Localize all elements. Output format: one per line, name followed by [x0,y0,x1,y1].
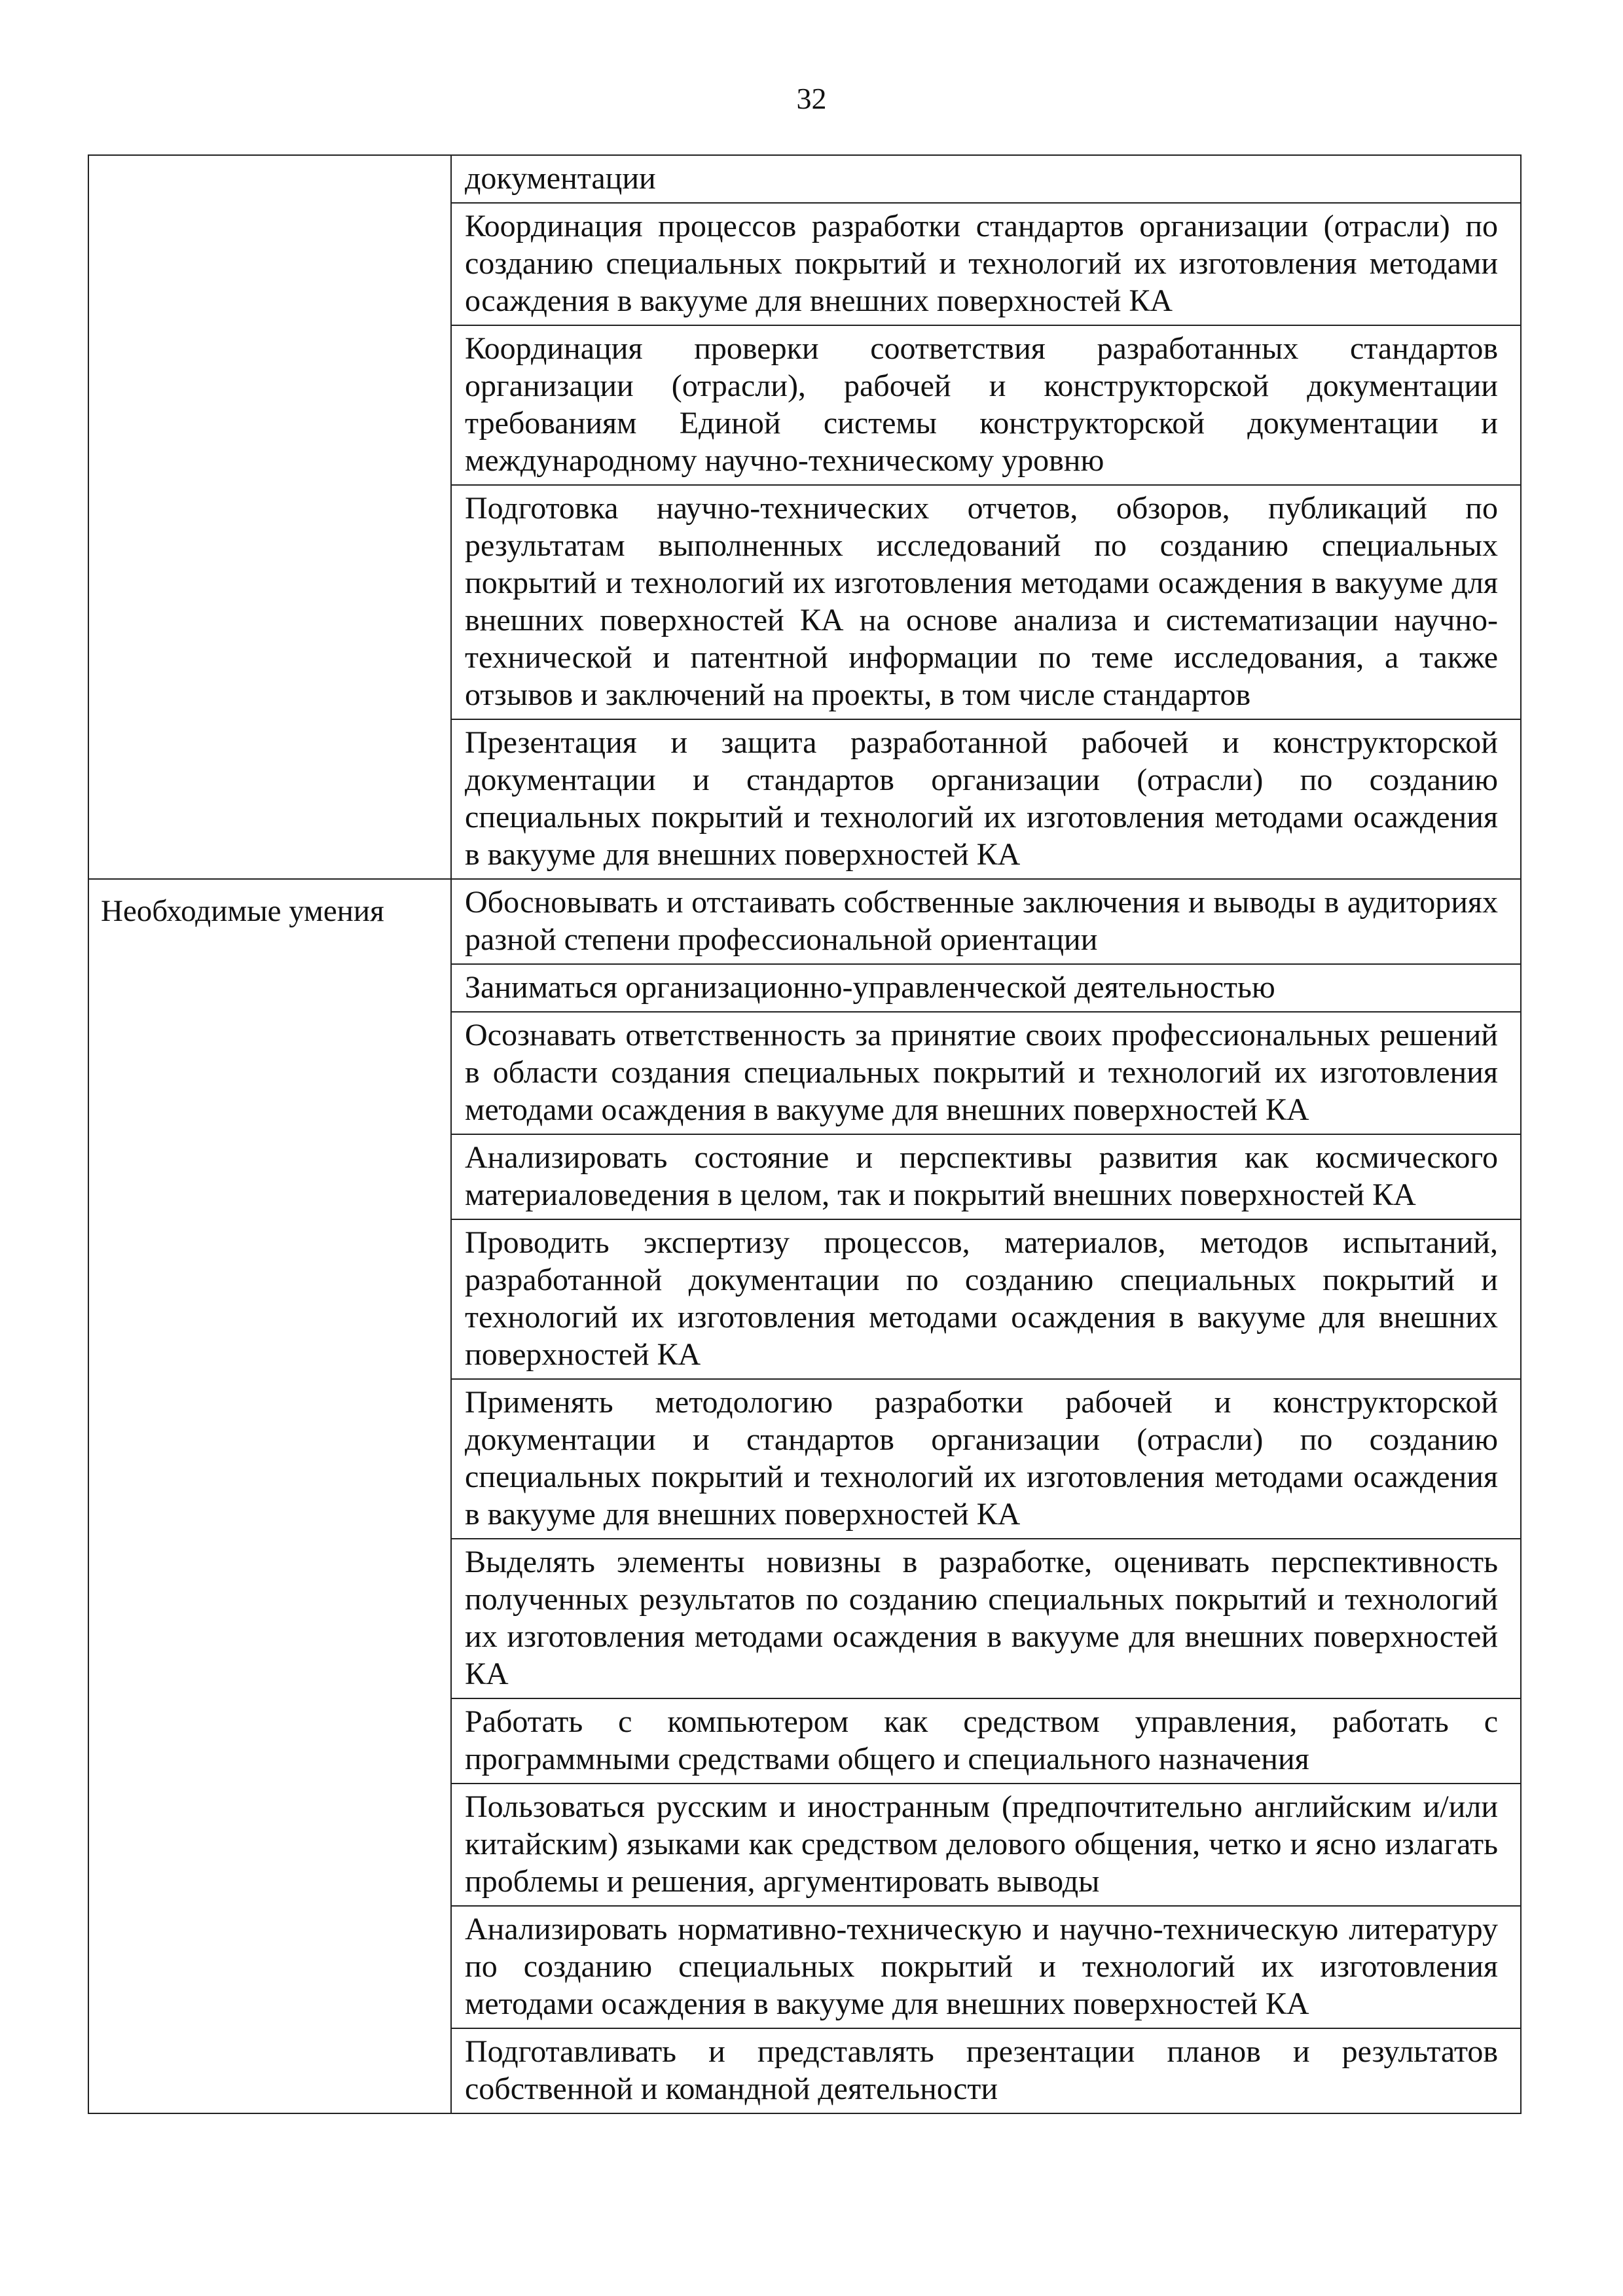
table-cell-item: Анализировать состояние и перспективы развития как космического материаловедения в целом, так и покрытий внешних поверхностей КА [451,1134,1521,1219]
table-body [88,155,1521,2113]
section-label-cell: Необходимые умения [88,879,451,2113]
table-row [88,155,1521,203]
table-cell-item: Осознавать ответственность за принятие своих профессиональных решений в области создания специальных покрытий и технологий их изготовления методами осаждения в вакууме для внешних поверхностей КА [451,1012,1521,1134]
table-cell-item: Применять методологию разработки рабочей и конструкторской документации и стандартов организации (отрасли) по созданию специальных покрытий и технологий их изготовления методами осаждения в вакууме для внешних поверхностей КА [451,1379,1521,1539]
table-cell-item: Выделять элементы новизны в разработке, оценивать перспективность полученных результатов по созданию специальных покрытий и технологий их изготовления методами осаждения в вакууме для внешних поверхностей КА [451,1539,1521,1698]
table-cell-item: Обосновывать и отстаивать собственные заключения и выводы в аудиториях разной степени профессиональной ориентации [451,879,1521,964]
table-cell-item: Координация процессов разработки стандартов организации (отрасли) по созданию специальных покрытий и технологий их изготовления методами осаждения в вакууме для внешних поверхностей КА [451,203,1521,325]
section-label-cell [88,155,451,879]
table-row [88,879,1521,964]
table-cell-item: Работать с компьютером как средством управления, работать с программными средствами общего и специального назначения [451,1698,1521,1784]
table-cell-item: Заниматься организационно-управленческой деятельностью [451,964,1521,1012]
table-cell-item: Анализировать нормативно-техническую и научно-техническую литературу по созданию специальных покрытий и технологий их изготовления методами осаждения в вакууме для внешних поверхностей КА [451,1906,1521,2028]
table-cell-item: Пользоваться русским и иностранным (предпочтительно английским и/или китайским) языками как средством делового общения, четко и ясно излагать проблемы и решения, аргументировать выводы [451,1784,1521,1906]
table-cell-item: Проводить экспертизу процессов, материалов, методов испытаний, разработанной документации по созданию специальных покрытий и технологий их изготовления методами осаждения в вакууме для внешних поверхностей КА [451,1219,1521,1379]
table-cell-item: Координация проверки соответствия разработанных стандартов организации (отрасли), рабочей и конструкторской документации требованиям Единой системы конструкторской документации и международному научно-техническому уровню [451,325,1521,485]
table-cell-item: Презентация и защита разработанной рабочей и конструкторской документации и стандартов организации (отрасли) по созданию специальных покрытий и технологий их изготовления методами осаждения в вакууме для внешних поверхностей КА [451,719,1521,879]
page-number: 32 [796,82,827,115]
table-cell-item: Подготавливать и представлять презентации планов и результатов собственной и командной деятельности [451,2028,1521,2113]
table-cell-item: Подготовка научно-технических отчетов, обзоров, публикаций по результатам выполненных исследований по созданию специальных покрытий и технологий их изготовления методами осаждения в вакууме для внешних поверхностей КА на основе анализа и систематизации научно-технической и патентной информации по теме исследования, а также отзывов и заключений на проекты, в том числе стандартов [451,485,1521,719]
requirements-table [88,154,1522,2114]
table-cell-item: документации [451,155,1521,203]
